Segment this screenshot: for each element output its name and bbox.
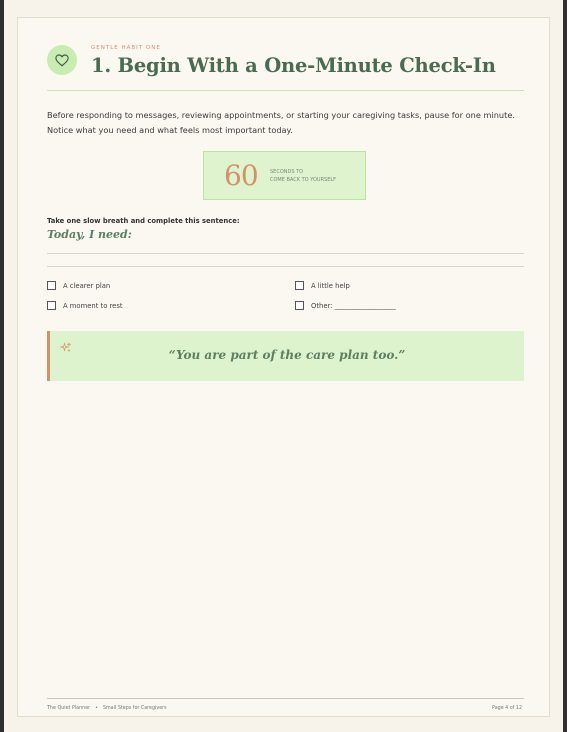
seconds-caption — [270, 169, 336, 184]
checkbox-option-little-help[interactable] — [295, 281, 350, 290]
checkbox[interactable] — [295, 301, 304, 310]
seconds-caption-line-2: COME BACK TO YOURSELF — [270, 176, 337, 183]
checkbox-option-other[interactable] — [295, 301, 396, 310]
seconds-callout — [203, 151, 366, 200]
title-divider — [47, 90, 524, 91]
intro-line-1: Before responding to messages, reviewing appointments, or starting your caregiving tasks, pause for one minute. — [47, 110, 515, 120]
checkbox[interactable] — [295, 281, 304, 290]
checkbox-label: A little help — [311, 281, 350, 290]
today-i-need-label: Today, I need: — [47, 228, 132, 241]
footer-divider — [47, 698, 524, 699]
checkbox-label: A clearer plan — [63, 281, 111, 290]
affirmation-callout — [47, 331, 524, 381]
page-frame — [17, 17, 550, 717]
heart-icon — [47, 45, 77, 75]
footer-planner-title: The Quiet Planner — [47, 706, 91, 711]
footer-left — [47, 706, 167, 711]
section-eyebrow: GENTLE HABIT ONE — [91, 45, 161, 51]
checkbox[interactable] — [47, 301, 56, 310]
affirmation-quote: “You are part of the care plan too.” — [168, 348, 406, 362]
page-number: Page 4 of 12 — [492, 706, 522, 711]
footer-separator: • — [95, 706, 98, 711]
checkbox[interactable] — [47, 281, 56, 290]
intro-paragraph — [47, 108, 527, 137]
checkbox-option-clearer-plan[interactable] — [47, 281, 110, 290]
footer-subtitle: Small Steps for Caregivers — [102, 706, 167, 711]
checkbox-label: Other: __________________ — [311, 301, 396, 310]
writing-line-1[interactable] — [47, 253, 524, 254]
intro-line-2: Notice what you need and what feels most important today. — [47, 124, 293, 135]
seconds-caption-line-1: SECONDS TO — [270, 169, 304, 175]
checkbox-label: A moment to rest — [63, 301, 123, 310]
breath-instruction: Take one slow breath and complete this sentence: — [47, 217, 240, 225]
seconds-number: 60 — [224, 159, 258, 192]
page-title: 1. Begin With a One-Minute Check-In — [91, 54, 496, 77]
checkbox-option-moment-to-rest[interactable] — [47, 301, 123, 310]
document-page — [4, 0, 563, 732]
writing-line-2[interactable] — [47, 266, 524, 267]
